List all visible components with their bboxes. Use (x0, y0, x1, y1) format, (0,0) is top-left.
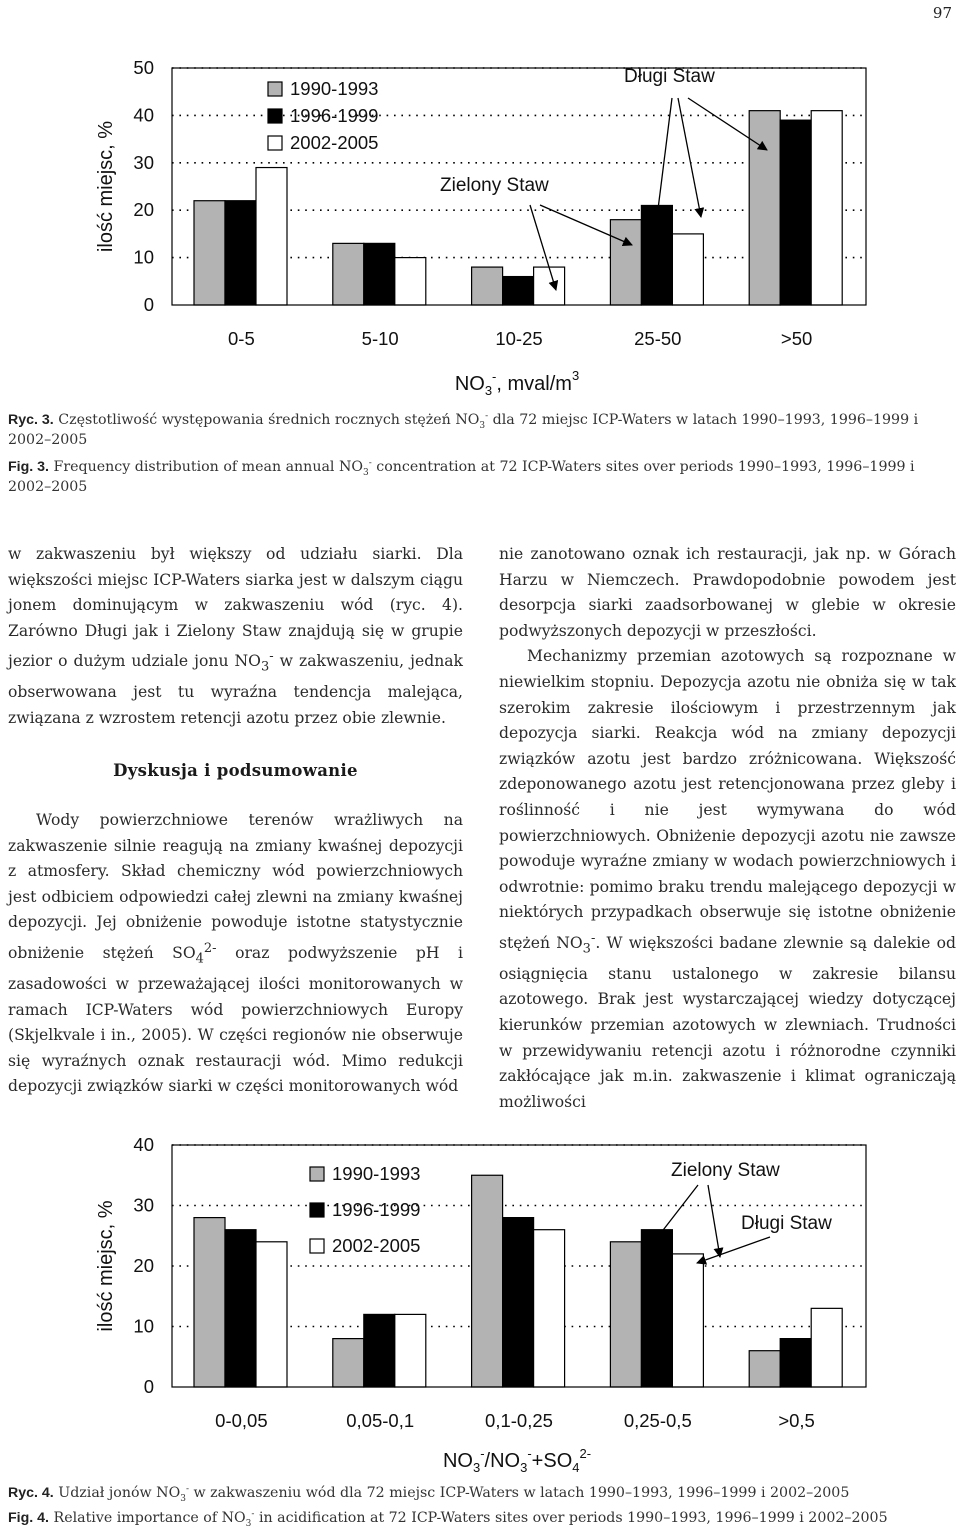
xlabel-text: +SO (531, 1450, 573, 1472)
legend-label: 1996-1999 (332, 1199, 421, 1220)
y-tick-label: 10 (133, 1315, 154, 1337)
superscript: - (269, 649, 274, 665)
caption-text-end: dla 72 miejsc ICP-Waters w latach 1990–1993, 1996–1999 i 2002–2005 (8, 412, 919, 448)
x-tick-label: >50 (780, 328, 813, 349)
xlabel-text: NO (454, 373, 485, 395)
x-tick-label: 10-25 (495, 328, 543, 349)
xlabel-sup: - (527, 1446, 532, 1461)
bar-1996-1999 (225, 201, 256, 305)
legend-swatch (310, 1167, 324, 1181)
bar-2002-2005 (395, 258, 426, 305)
superscript: - (485, 411, 489, 422)
superscript: 2- (203, 941, 217, 957)
caption-label: Fig. 4. (8, 1510, 49, 1526)
bar-2002-2005 (534, 267, 565, 305)
bar-2002-2005 (672, 234, 703, 305)
bar-2002-2005 (672, 1254, 703, 1387)
right-column (499, 542, 956, 1115)
paragraph (499, 644, 956, 1115)
superscript: - (251, 1509, 255, 1520)
caption-label: Ryc. 4. (8, 1485, 54, 1501)
bar-2002-2005 (811, 1308, 842, 1387)
superscript: - (185, 1484, 189, 1495)
legend-swatch (268, 109, 282, 123)
xlabel-sub: 3 (520, 1460, 528, 1475)
annotation-label: Zielony Staw (440, 175, 549, 196)
subscript: 3 (479, 420, 486, 431)
y-tick-label: 20 (133, 199, 154, 221)
caption-text: Relative importance of NO (53, 1510, 246, 1526)
y-tick-label: 0 (143, 1376, 154, 1397)
x-tick-label: 5-10 (361, 328, 399, 349)
bar-1996-1999 (780, 120, 811, 305)
x-tick-label: 0-5 (228, 328, 255, 349)
bar-1990-1993 (472, 267, 503, 305)
xlabel-sub: 3 (472, 1460, 481, 1475)
caption-text: Częstotliwość występowania średnich rocznych stężeń NO (58, 412, 480, 428)
bar-1990-1993 (749, 1351, 780, 1387)
xlabel-sup: 3 (571, 368, 580, 383)
annotation-arrow (650, 1185, 698, 1247)
x-tick-label: 25-50 (634, 328, 682, 349)
text: w zakwaszeniu był większy od udziału siarki. Dla większości miejsc ICP-Waters siarka jest w dalszym ciągu jonem dominującym w zakwaszeniu wód (ryc. 4). Zarówno Długi jak i Zielony Staw znajdują się w grupie jezior o dużym udziale jonu NO (8, 545, 463, 671)
annotation-label: Zielony Staw (671, 1160, 780, 1181)
superscript: - (368, 458, 372, 469)
legend-swatch (310, 1239, 324, 1253)
bar-1996-1999 (503, 1218, 534, 1387)
figure-3-chart (0, 0, 960, 400)
caption-text-end: in acidification at 72 ICP-Waters sites over periods 1990–1993, 1996–1999 i 2002–2005 (254, 1510, 888, 1526)
caption-text: Frequency distribution of mean annual NO (53, 459, 364, 475)
bar-1990-1993 (333, 243, 364, 305)
section-heading: Dyskusja i podsumowanie (113, 761, 358, 781)
y-tick-label: 40 (133, 104, 154, 126)
caption-label: Ryc. 3. (8, 412, 54, 428)
xlabel-text: /NO (484, 1450, 521, 1472)
y-tick-label: 40 (133, 1134, 154, 1155)
caption-label: Fig. 3. (8, 459, 49, 475)
y-tick-label: 50 (133, 57, 154, 78)
bar-2002-2005 (256, 168, 287, 305)
x-tick-label: 0,05-0,1 (346, 1410, 415, 1431)
xlabel-sup: - (480, 1446, 485, 1461)
subscript: 3 (363, 467, 369, 478)
legend-label: 2002-2005 (332, 1235, 421, 1256)
subscript: 3 (180, 1493, 186, 1504)
bar-1990-1993 (194, 1218, 225, 1387)
caption-text-end: w zakwaszeniu wód dla 72 miejsc ICP-Waters w latach 1990–1993, 1996–1999 i 2002–2005 (189, 1485, 850, 1501)
bar-1990-1993 (333, 1339, 364, 1387)
subscript: 4 (195, 951, 204, 967)
bar-1996-1999 (364, 1314, 395, 1387)
page-number: 97 (932, 4, 952, 22)
y-tick-label: 0 (143, 294, 154, 315)
text: Wody powierzchniowe terenów wrażliwych na zakwaszenie silnie reagują na zmiany kwaśnej depozycji z atmosfery. Skład chemiczny wód powierzchniowych jest odbiciem odpowiedzi całej zlewni na zmiany kwaśnej depozycji. Jej obniżenie powoduje istotne statystycznie obniżenie stężeń SO (8, 811, 463, 963)
figure-4-chart (0, 1125, 960, 1475)
paragraph (8, 542, 463, 731)
figure-4-caption-en (8, 1508, 956, 1528)
bar-1990-1993 (749, 111, 780, 305)
x-axis-label (455, 368, 579, 398)
xlabel-sup: 2- (579, 1446, 592, 1461)
figure-3-caption-pl (8, 410, 956, 450)
subscript: 3 (260, 659, 270, 675)
bar-1996-1999 (225, 1230, 256, 1387)
annotation-label: Długi Staw (624, 66, 715, 87)
bar-1996-1999 (641, 1230, 672, 1387)
bar-1990-1993 (194, 201, 225, 305)
x-tick-label: 0-0,05 (215, 1410, 268, 1431)
x-axis-label (443, 1446, 591, 1475)
bar-1990-1993 (610, 220, 641, 305)
xlabel-sub: 3 (484, 383, 493, 398)
y-tick-label: 10 (133, 246, 154, 268)
y-axis-label: ilość miejsc, % (95, 120, 117, 253)
x-tick-label: 0,1-0,25 (485, 1410, 553, 1431)
xlabel-sup: - (492, 369, 497, 384)
figure-4-caption-pl (8, 1483, 956, 1503)
bar-2002-2005 (395, 1314, 426, 1387)
legend-label: 1996-1999 (290, 105, 379, 126)
text: oraz podwyższenie pH i zasadowości w przeważającej ilości monitorowanych w ramach ICP-Waters wód powierzchniowych Europy (Skjelkvale i in., 2005). W części regionów nie obserwuje się wyraźnych oznak restauracji wód. Mimo redukcji depozycji związków siarki w części monitorowanych wód (8, 944, 464, 1096)
legend-swatch (310, 1203, 324, 1217)
y-tick-label: 20 (133, 1255, 154, 1276)
paragraph (8, 808, 463, 1100)
xlabel-sub: 4 (572, 1460, 580, 1475)
bar-1990-1993 (610, 1242, 641, 1387)
bar-2002-2005 (534, 1230, 565, 1387)
bar-1996-1999 (503, 277, 534, 305)
subscript: 3 (245, 1518, 252, 1529)
caption-text: Udział jonów NO (58, 1485, 181, 1501)
legend-swatch (268, 136, 282, 150)
legend-swatch (268, 82, 282, 96)
text: . W większości badane zlewnie są dalekie od osiągnięcia stanu ustalonego w zakresie bilansu azotowego. Brak jest wystarczającej wiedzy dotyczącej kierunków przemian azotowych w zlewniach. Trudności w przewidywaniu retencji azotu i różnorodne czynniki zakłócające jak m.in. zakwaszenie i klimat ograniczają możliwości (499, 934, 956, 1111)
superscript: - (590, 930, 596, 946)
y-tick-label: 30 (133, 1194, 154, 1216)
annotation-arrow (708, 1185, 720, 1257)
y-tick-label: 30 (133, 151, 154, 173)
bar-2002-2005 (256, 1242, 287, 1387)
bar-1990-1993 (472, 1175, 503, 1387)
legend-label: 1990-1993 (290, 78, 379, 99)
xlabel-text: , mval/m (496, 373, 572, 395)
bar-1996-1999 (780, 1339, 811, 1387)
x-tick-label: 0,25-0,5 (623, 1410, 692, 1431)
xlabel-text: NO (442, 1450, 473, 1472)
figure-3-caption-en (8, 457, 956, 497)
left-column (8, 542, 463, 1100)
paragraph: nie zanotowano oznak ich restauracji, jak np. w Górach Harzu w Niemczech. Prawdopodobnie powodem jest desorpcja siarki zaadsorbowanej w glebie w okresie podwyższonych depozycji w przeszłości. (499, 545, 956, 640)
y-axis-label: ilość miejsc, % (95, 1200, 117, 1332)
annotation-label: Długi Staw (741, 1213, 832, 1234)
legend-label: 1990-1993 (332, 1163, 421, 1184)
annotation-arrow (697, 1237, 770, 1263)
bar-1996-1999 (364, 243, 395, 305)
subscript: 3 (582, 941, 591, 957)
x-tick-label: >0,5 (778, 1410, 815, 1431)
text: Mechanizmy przemian azotowych są rozpoznane w niewielkim stopniu. Depozycja azotu nie obniża się w tak szerokim zakresie ilościowym i przestrzennym jak depozycja siarki. Reakcja wód na zmiany depozycji związków azotu jest bardzo zróżnicowana. Większość zdeponowanego azotu jest retencjonowana przez gleby i roślinność i nie jest wymywana do wód powierzchniowych. Obniżenie depozycji azotu nie zawsze powoduje wyraźne zmiany w wodach powierzchniowych i odwrotnie: pomimo braku trendu malejącego depozycji w niektórych przypadkach obserwuje się istotne obniżenie stężeń NO (499, 647, 956, 953)
legend-label: 2002-2005 (290, 132, 379, 153)
bar-2002-2005 (811, 111, 842, 305)
caption-text-end: concentration at 72 ICP-Waters sites over periods 1990–1993, 1996–1999 i 2002–2005 (8, 459, 915, 495)
text: w zakwaszeniu, jednak obserwowana jest tu wyraźna tendencja malejąca, związana z wzrostem retencji azotu przez obie zlewnie. (8, 652, 463, 727)
